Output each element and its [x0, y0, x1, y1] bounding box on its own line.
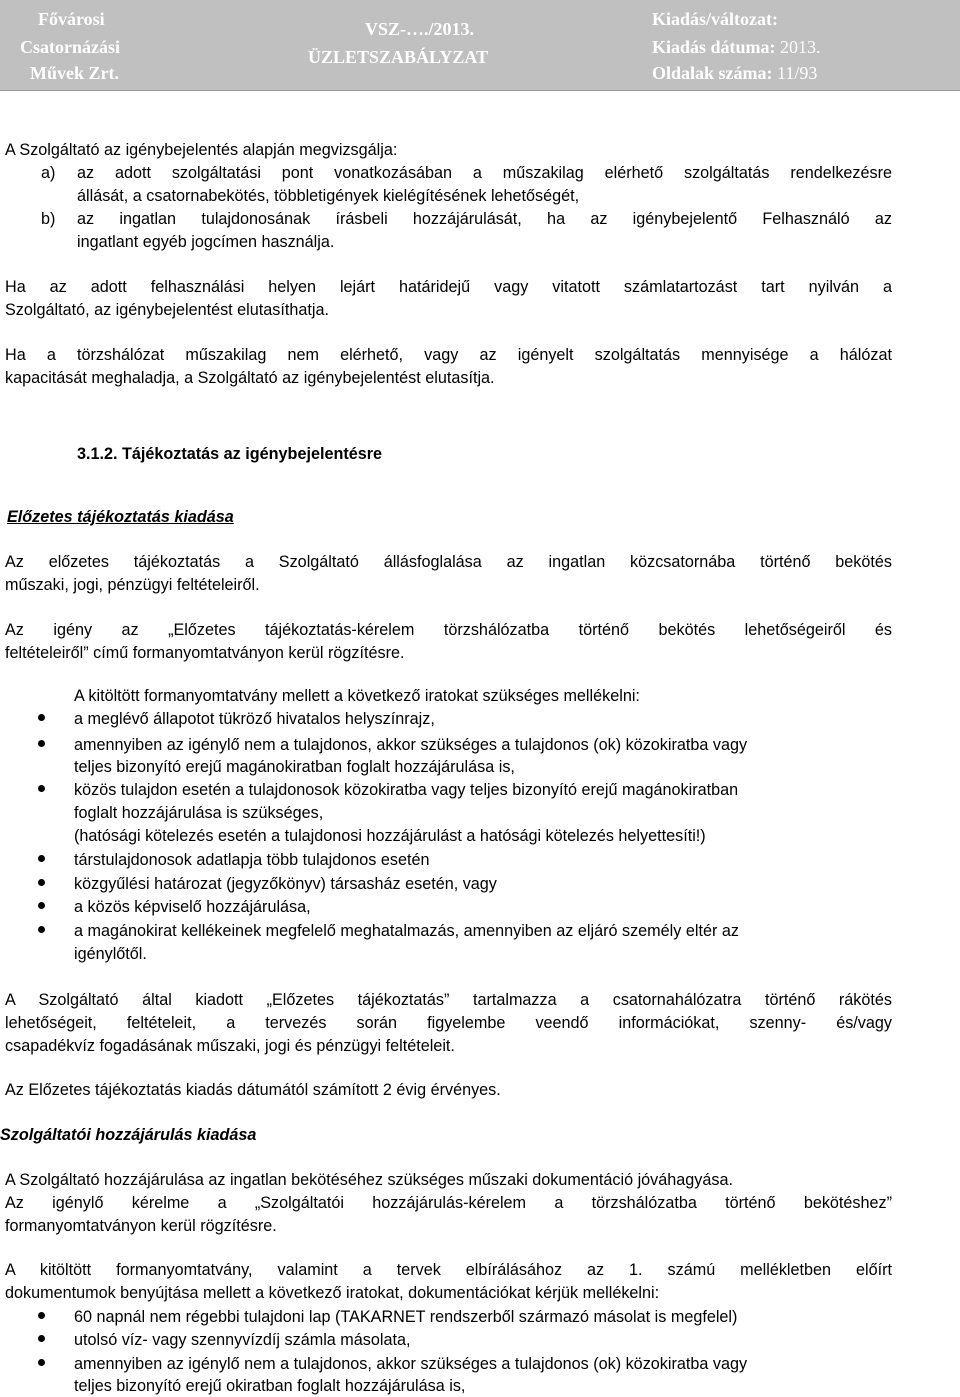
bullet-icon — [38, 714, 45, 721]
paragraph-preliminary-line1: Az előzetes tájékoztatás a Szolgáltató állásfoglalása az ingatlan közcsatornába történő bekötés — [5, 553, 892, 571]
paragraph-request-line1: Az igény az „Előzetes tájékoztatás-kérelem törzshálózatba történő bekötés lehetőségeiről és — [5, 621, 892, 639]
paragraph-validity: Az Előzetes tájékoztatás kiadás dátumától számított 2 évig érvényes. — [5, 1081, 501, 1099]
list-item-a-line2: állását, a csatornabekötés, többletigények kielégítésének lehetőségét, — [77, 187, 580, 205]
attachment-item-6: a közös képviselő hozzájárulása, — [74, 898, 311, 916]
company-name-line2: Csatornázási — [20, 37, 120, 57]
attachment-item-5: közgyűlési határozat (jegyzőkönyv) társasház esetén, vagy — [74, 875, 497, 893]
document-item-1: 60 napnál nem régebbi tulajdoni lap (TAKARNET rendszerből származó másolat is megfelel) — [74, 1308, 738, 1326]
paragraph-capacity-line2: kapacitását meghaladja, a Szolgáltató az igénybejelentést elutasítja. — [5, 369, 495, 387]
document-item-3-line1: amennyiben az igénylő nem a tulajdonos, akkor szükséges a tulajdonos (ok) közokiratba vagy — [74, 1355, 748, 1373]
page-count-label: Oldalak száma: — [652, 63, 773, 83]
attachment-item-3-line1: közös tulajdon esetén a tulajdonosok közokiratba vagy teljes bizonyító erejű magánokiratban — [74, 781, 739, 799]
paragraph-contents-line2: lehetőségeit, feltételeit, a tervezés során figyelembe veendő információkat, szenny- és/vagy — [5, 1014, 892, 1032]
document-code: VSZ-…./2013. — [365, 19, 475, 39]
bullet-icon — [38, 1312, 45, 1319]
paragraph-consent: A Szolgáltató hozzájárulása az ingatlan bekötéséhez szükséges műszaki dokumentáció jóváhagyása. — [5, 1171, 733, 1189]
attachment-item-3-line2: foglalt hozzájárulása is szükséges, — [74, 804, 324, 822]
section-heading — [77, 444, 382, 464]
section-number: 3.1.2. — [77, 445, 118, 463]
paragraph-contents-line3: csapadékvíz fogadásának műszaki, jogi és pénzügyi feltételeit. — [5, 1037, 455, 1055]
page-header — [0, 0, 960, 91]
list-item-a-line1: az adott szolgáltatási pont vonatkozásában a műszakilag elérhető szolgáltatás rendelkezésre — [77, 164, 892, 182]
list-item-b-line2: ingatlant egyéb jogcímen használja. — [77, 233, 335, 251]
paragraph-consent-request-line2: formanyomtatványon kerül rögzítésre. — [5, 1217, 277, 1235]
paragraph-preliminary-line2: műszaki, jogi, pénzügyi feltételeiről. — [5, 576, 260, 594]
heading-preliminary-info: Előzetes tájékoztatás kiadása — [7, 508, 234, 526]
paragraph-capacity-line1: Ha a törzshálózat műszakilag nem elérhető, vagy az igényelt szolgáltatás mennyisége a hálózat — [5, 346, 892, 364]
bullet-icon — [38, 785, 45, 792]
section-title: Tájékoztatás az igénybejelentésre — [122, 445, 383, 463]
bullet-icon — [38, 879, 45, 886]
attachment-item-2-line2: teljes bizonyító erejű magánokiratban foglalt hozzájárulása is, — [74, 758, 515, 776]
bullet-icon — [38, 855, 45, 862]
paragraph-documents-line1: A kitöltött formanyomtatvány, valamint a tervek elbírálásához az 1. számú mellékletben előírt — [5, 1261, 892, 1279]
document-title: ÜZLETSZABÁLYZAT — [308, 47, 489, 67]
bullet-icon — [38, 1359, 45, 1366]
edition-date-label: Kiadás dátuma: — [652, 37, 776, 57]
edition-label: Kiadás/változat: — [652, 9, 778, 29]
document-item-2: utolsó víz- vagy szennyvízdíj számla másolata, — [74, 1331, 411, 1349]
paragraph-intro: A Szolgáltató az igénybejelentés alapján megvizsgálja: — [5, 141, 398, 159]
paragraph-debt-line2: Szolgáltató, az igénybejelentést elutasíthatja. — [5, 301, 329, 319]
attachment-item-3-line3: (hatósági kötelezés esetén a tulajdonosi hozzájárulást a hatósági kötelezés helyettesíti!) — [74, 827, 706, 845]
attachments-intro: A kitöltött formanyomtatvány mellett a következő iratokat szükséges mellékelni: — [74, 687, 640, 705]
edition-date-value: 2013. — [780, 37, 821, 57]
bullet-icon — [38, 1335, 45, 1342]
paragraph-request-line2: feltételeiről” című formanyomtatványon kerül rögzítésre. — [5, 644, 405, 662]
attachment-item-7-line2: igénylőtől. — [74, 945, 147, 963]
company-name-line3: Művek Zrt. — [30, 63, 119, 83]
bullet-icon — [38, 902, 45, 909]
list-label-a: a) — [41, 164, 56, 182]
paragraph-debt-line1: Ha az adott felhasználási helyen lejárt határidejű vagy vitatott számlatartozást tart nyilván a — [5, 278, 892, 296]
paragraph-consent-request-line1: Az igénylő kérelme a „Szolgáltatói hozzájárulás-kérelem a törzshálózatba történő bekötéshez” — [5, 1194, 892, 1212]
bullet-icon — [38, 926, 45, 933]
heading-consent: Szolgáltatói hozzájárulás kiadása — [0, 1126, 257, 1144]
paragraph-contents-line1: A Szolgáltató által kiadott „Előzetes tájékoztatás” tartalmazza a csatornahálózatra történő rákötés — [5, 991, 892, 1009]
attachment-item-4: társtulajdonosok adatlapja több tulajdonos esetén — [74, 851, 430, 869]
attachment-item-7-line1: a magánokirat kellékeinek megfelelő meghatalmazás, amennyiben az eljáró személy eltér az — [74, 922, 739, 940]
list-label-b: b) — [41, 210, 56, 228]
page-count — [652, 62, 817, 84]
page-count-value: 11/93 — [777, 63, 818, 83]
document-item-3-line2: teljes bizonyító erejű okiratban foglalt hozzájárulása is, — [74, 1377, 466, 1395]
paragraph-documents-line2: dokumentumok benyújtása mellett a következő iratokat, dokumentációkat kérjük mellékelni: — [5, 1284, 660, 1302]
attachment-item-2-line1: amennyiben az igénylő nem a tulajdonos, akkor szükséges a tulajdonos (ok) közokiratba vagy — [74, 736, 748, 754]
company-name-line1: Fővárosi — [38, 9, 105, 29]
edition-date — [652, 36, 821, 58]
attachment-item-1: a meglévő állapotot tükröző hivatalos helyszínrajz, — [74, 710, 435, 728]
list-item-b-line1: az ingatlan tulajdonosának írásbeli hozzájárulását, ha az igénybejelentő Felhasználó az — [77, 210, 892, 228]
bullet-icon — [38, 740, 45, 747]
